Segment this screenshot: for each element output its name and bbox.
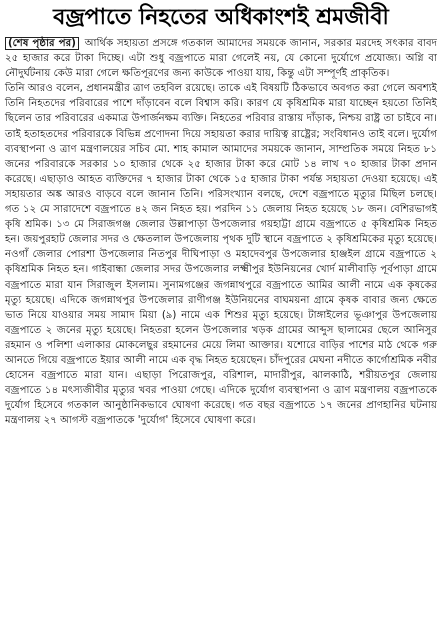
headline: বজ্রপাতে নিহতের অধিকাংশই শ্রমজীবী (53, 4, 389, 30)
paragraph-1-text: আর্থিক সহায়তা প্রসঙ্গে গতকাল আমাদের সময়কে জানান, সরকার মরদেহ সৎকার বাবদ ২৫ হাজার করে টাকা দিচ্ছে। এটা শুধু বজ্রপাতে মারা গেলেই নয়, যে কোনো দুর্যোগে প্রযোজ্য। অগ্নি বা নৌদুর্ঘটনায় কেউ মারা গেলে ক্ষতিপূরণের জন্য কাউকে পাওয়া যায়, কিন্তু এটা সম্পূর্ণই প্রাকৃতিক। (5, 38, 437, 80)
article-paragraph-1 (5, 36, 437, 81)
article-body (5, 36, 437, 428)
continuation-label: (শেষ পৃষ্ঠার পর) (5, 37, 79, 50)
article-paragraph-2: তিনি আরও বলেন, প্রধানমন্ত্রীর ত্রাণ তহবিল রয়েছে। তাকে এই বিষয়টি ঠিকভাবে অবগত করা গেলে অবশ্যই তিনি নিহতদের পরিবারের পাশে দাঁড়াবেন বলে বিশ্বাস করি। কারণ যে কৃষিশ্রমিক মারা যাচ্ছেন হয়তো তিনিই ছিলেন তার পরিবারের একমাত্র উপার্জনক্ষম ব্যক্তি। নিহতের পরিবার রাস্তায় দাঁড়াক, নিশ্চয় রাষ্ট্র তা চাইবে না। তাই হতাহতদের পরিবারকে বিভিন্ন প্রণোদনা দিয়ে সহায়তা করার দায়িত্ব রাষ্ট্রের; সংবিধানও তাই বলে। দুর্যোগ ব্যবস্থাপনা ও ত্রাণ মন্ত্রণালয়ের সচিব মো. শাহ কামাল আমাদের সময়কে জানান, সাম্প্রতিক সময়ে নিহত ৮১ জনের পরিবারকে সরকার ১০ হাজার থেকে ২৫ হাজার টাকা করে মোট ১৪ লাখ ৭০ হাজার টাকা প্রদান করেছে। এছাড়াও আহত ব্যক্তিদের ৭ হাজার টাকা থেকে ১৫ হাজার টাকা পর্যন্ত সহায়তা দেওয়া হয়েছে। এই সহায়তার অঙ্ক আরও বাড়বে বলে জানান তিনি। পরিসংখ্যান বলছে, দেশে বজ্রপাতে মৃত্যুর মিছিল চলছে। গত ১২ মে সারাদেশে বজ্রপাতে ৪২ জন নিহত হয়। পরদিন ১১ জেলায় নিহত হয়েছে ১৮ জন। বেশিরভাগই কৃষি শ্রমিক। ১৩ মে সিরাজগঞ্জ জেলার উল্লাপাড়া উপজেলার গয়হাট্টা গ্রামে বজ্রপাতে ৫ কৃষিশ্রমিক নিহত হন। জয়পুরহাট জেলার সদর ও ক্ষেতলাল উপজেলায় পৃথক দুটি স্থানে বজ্রপাতে ২ কৃষিশ্রমিকের মৃত্যু হয়েছে। নওগাঁ জেলার পোরশা উপজেলার নিতপুর দীঘিপাড়া ও মহাদেবপুর উপজেলার হাঞ্জইল গ্রামে বজ্রপাতে ২ কৃষিশ্রমিক নিহত হন। গাইবান্ধা জেলার সদর উপজেলার লক্ষ্মীপুর ইউনিয়নের খোর্দ মালীবাড়ি পূর্বপাড়া গ্রামে বজ্রপাতে মারা যান সিরাজুল ইসলাম। সুনামগঞ্জের জগন্নাথপুরে বজ্রপাতে আমির আলী নামে এক কৃষকের মৃত্যু হয়েছে। এদিকে জগন্নাথপুর উপজেলার রাণীগঞ্জ ইউনিয়নের বাঘময়না গ্রামে কৃষক বাবার জন্য ক্ষেতে ভাত নিয়ে যাওয়ার সময় সামাদ মিয়া (৯) নামে এক শিশুর মৃত্যু হয়েছে। টাঙ্গাইলের ভূঞাপুর উপজেলায় বজ্রপাতে ২ জনের মৃত্যু হয়েছে। নিহতরা হলেন উপজেলার খড়ক গ্রামের আব্দুস ছালামের ছেলে আনিসুর রহমান ও পলিশা এলাকার মোকলেছুর রহমানের মেয়ে লিমা আক্তার। যশোরে বাড়ির পাশের মাঠ থেকে গরু আনতে গিয়ে বজ্রপাতে ইয়ার আলী নামে এক বৃদ্ধ নিহত হয়েছেন। চাঁদপুরের মেঘনা নদীতে কার্গোশ্রমিক নবীর হোসেন বজ্রপাতে মারা যান। এছাড়া পিরোজপুর, বরিশাল, মাদারীপুর, ঝালকাঠি, শরীয়তপুর জেলায় বজ্রপাতে ১৪ মৎস্যজীবীর মৃত্যুর খবর পাওয়া গেছে। এদিকে দুর্যোগ ব্যবস্থাপনা ও ত্রাণ মন্ত্রণালয় বজ্রপাতকে দুর্যোগ হিসেবে গতকাল আনুষ্ঠানিকভাবে ঘোষণা করেছে। গত বছর বজ্রপাতে ১৭ জনের প্রাণহানির ঘটনায় মন্ত্রণালয় ২৭ আগস্ট বজ্রপাতকে 'দুর্যোগ' হিসেবে ঘোষণা করে। (5, 83, 437, 427)
